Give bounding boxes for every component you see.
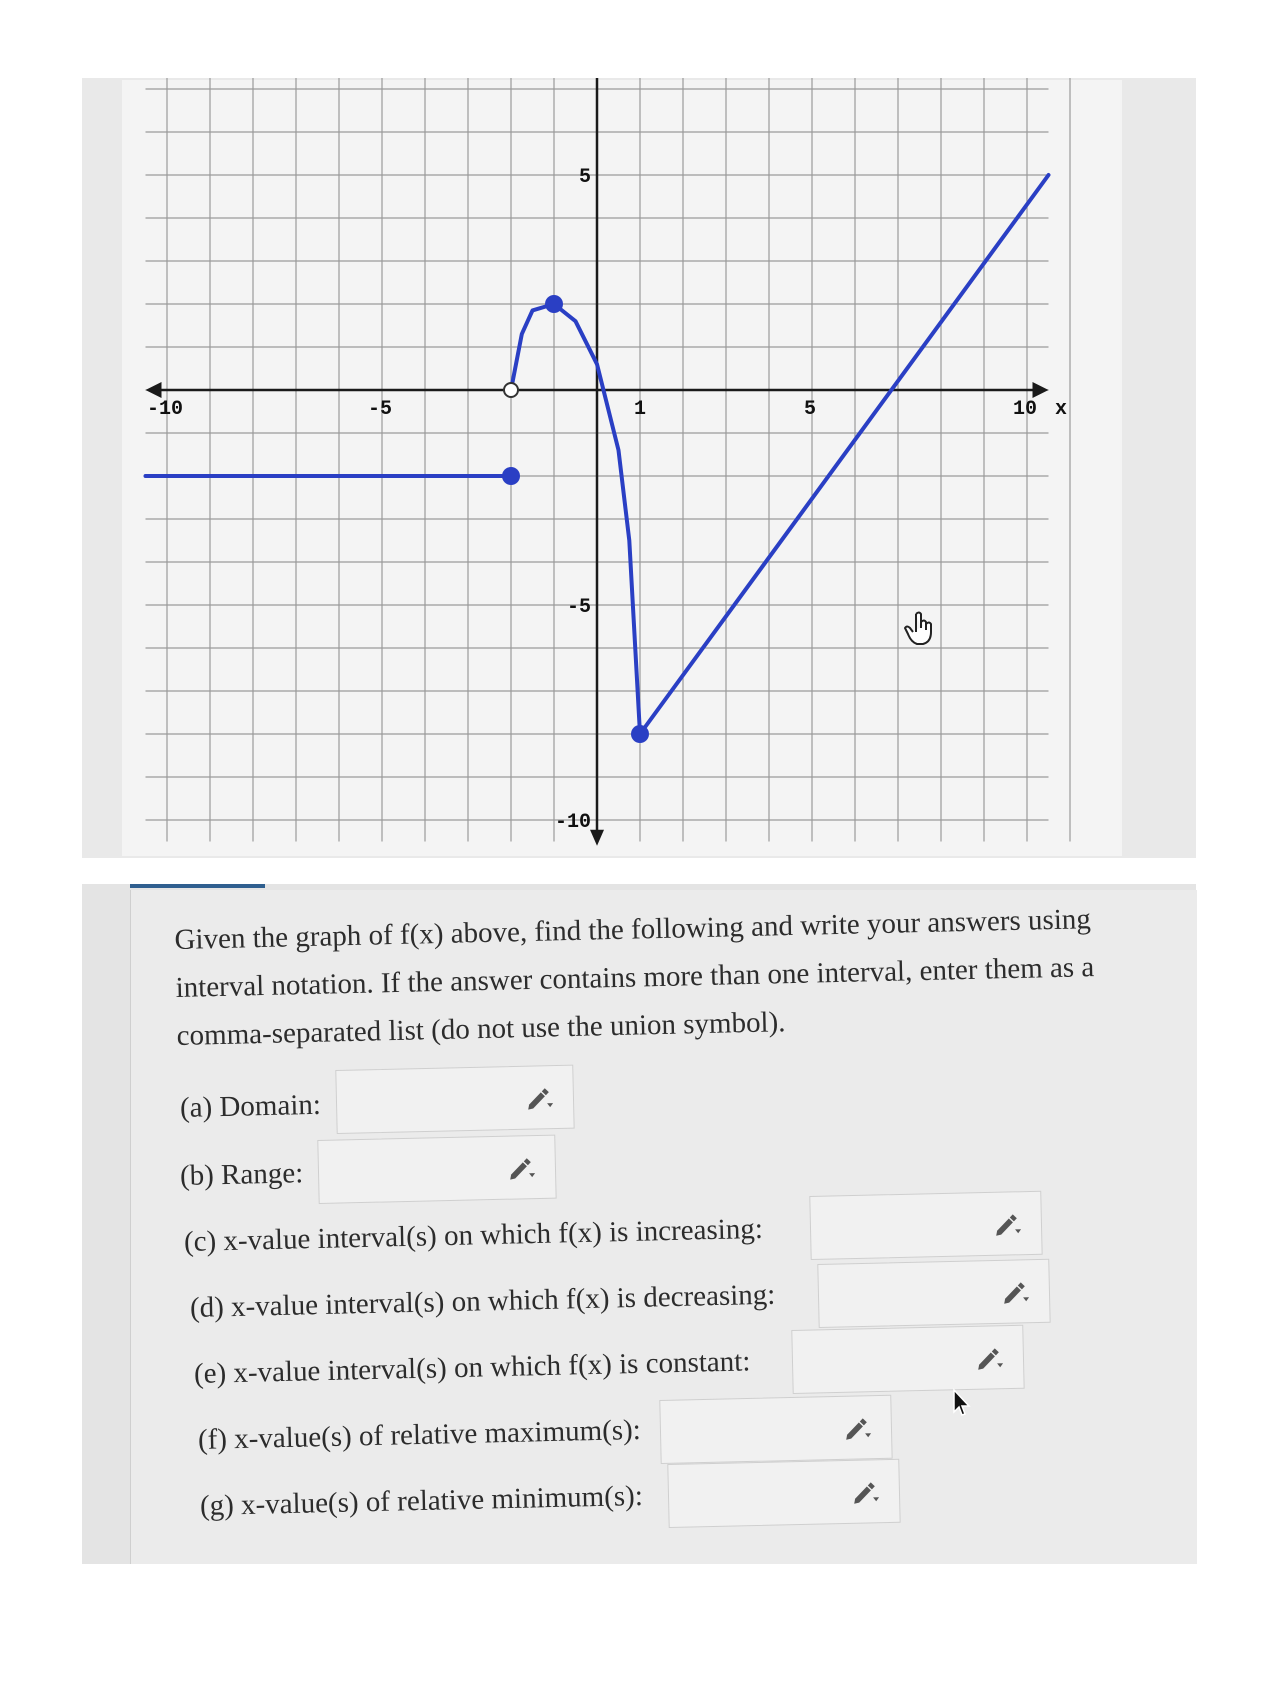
question-prompt (174, 894, 1167, 1060)
constant-answer-box[interactable] (791, 1325, 1024, 1394)
x-tick-label: 1 (633, 398, 647, 421)
prompt-line-1: Given the graph of f(x) above, find the following and write your answers using (174, 903, 1092, 956)
accent-bar (130, 884, 265, 888)
relative-max-input[interactable] (669, 1407, 835, 1453)
function-graph[interactable] (82, 78, 1196, 858)
y-tick-label: 5 (578, 166, 591, 189)
open-point (504, 383, 518, 397)
relative-max-label: (f) x-value(s) of relative maximum(s): (197, 1413, 642, 1456)
pencil-dropdown-icon[interactable] (851, 1480, 882, 1505)
x-tick-label: 10 (1012, 398, 1038, 421)
pencil-dropdown-icon[interactable] (975, 1346, 1006, 1371)
hand-pointer-icon (904, 610, 938, 650)
y-tick-label: -5 (566, 596, 591, 619)
decreasing-input[interactable] (827, 1271, 993, 1317)
range-input[interactable] (327, 1147, 497, 1193)
pencil-dropdown-icon[interactable] (1001, 1280, 1032, 1305)
pencil-dropdown-icon[interactable] (525, 1086, 556, 1111)
decreasing-label: (d) x-value interval(s) on which f(x) is decreasing: (189, 1278, 776, 1324)
relative-min-input[interactable] (677, 1471, 843, 1517)
closed-point (502, 467, 520, 485)
x-tick-label: 5 (803, 398, 817, 421)
domain-label: (a) Domain: (179, 1088, 322, 1124)
constant-label: (e) x-value interval(s) on which f(x) is constant: (193, 1345, 751, 1390)
increasing-label: (c) x-value interval(s) on which f(x) is increasing: (183, 1212, 764, 1258)
domain-input[interactable] (345, 1077, 515, 1123)
pencil-dropdown-icon[interactable] (993, 1212, 1024, 1237)
prompt-line-2: interval notation. If the answer contains more than one interval, enter them as a (175, 951, 1095, 1004)
graph-panel (82, 78, 1196, 858)
domain-answer-box[interactable] (335, 1065, 574, 1134)
range-label: (b) Range: (179, 1157, 304, 1192)
x-tick-label: -10 (146, 398, 184, 421)
range-answer-box[interactable] (317, 1135, 556, 1204)
pencil-dropdown-icon[interactable] (507, 1156, 538, 1181)
increasing-answer-box[interactable] (809, 1191, 1042, 1260)
closed-point (545, 295, 563, 313)
decreasing-answer-box[interactable] (817, 1259, 1050, 1328)
x-axis-label: x (1055, 398, 1068, 421)
relative-min-answer-box[interactable] (667, 1459, 900, 1528)
relative-max-answer-box[interactable] (659, 1395, 892, 1464)
constant-input[interactable] (801, 1337, 967, 1383)
arrow-cursor-icon (948, 1388, 974, 1418)
x-tick-label: -5 (367, 398, 393, 421)
relative-min-label: (g) x-value(s) of relative minimum(s): (199, 1479, 644, 1522)
prompt-line-3: comma-separated list (do not use the union symbol). (176, 1006, 786, 1052)
pencil-dropdown-icon[interactable] (843, 1416, 874, 1441)
y-tick-label: -10 (554, 811, 591, 834)
increasing-input[interactable] (819, 1203, 985, 1249)
closed-point (631, 725, 649, 743)
